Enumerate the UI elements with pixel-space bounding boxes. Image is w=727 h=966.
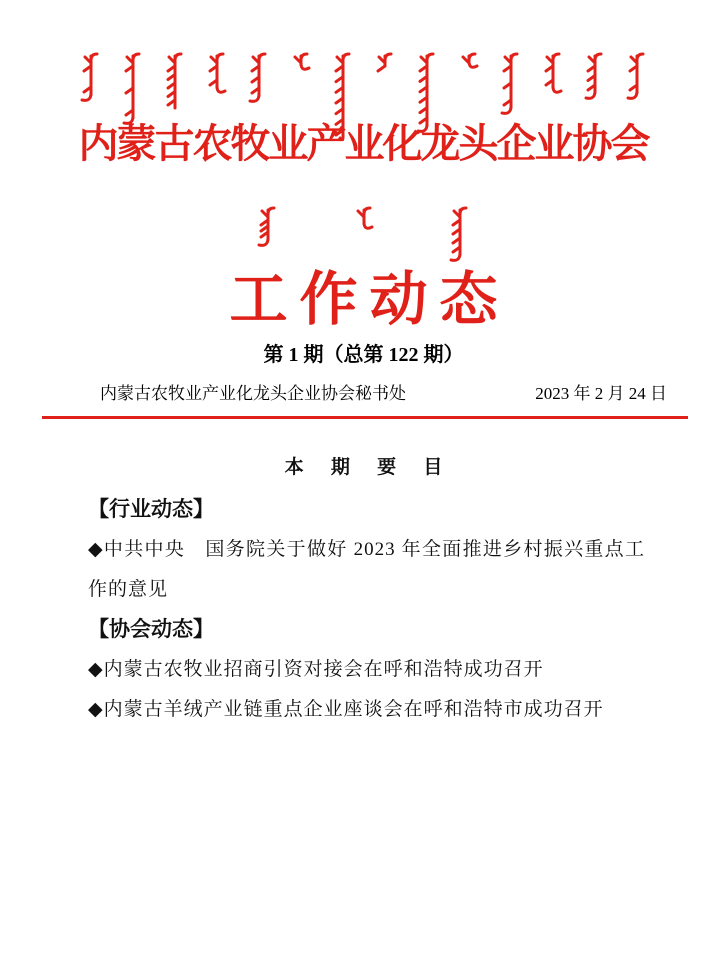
mongolian-word-glyph — [352, 206, 376, 238]
mongolian-word-glyph — [79, 52, 103, 109]
organization-title: 内蒙古农牧业产业化龙头企业协会 — [78, 121, 649, 166]
mongolian-word-glyph — [457, 52, 481, 77]
contents-list — [88, 490, 645, 730]
mongolian-word-glyph — [205, 52, 229, 102]
divider-rule — [42, 416, 688, 419]
mongolian-word-glyph — [541, 52, 565, 102]
toc-item: ◆中共中央 国务院关于做好 2023 年全面推进乡村振兴重点工作的意见 — [88, 539, 645, 600]
mongolian-word-glyph — [583, 52, 607, 107]
mongolian-word-glyph — [625, 52, 649, 107]
contents-heading: 本 期 要 目 — [284, 457, 454, 478]
mongolian-word-glyph — [247, 52, 271, 110]
mongolian-word-glyph — [289, 52, 313, 79]
mongolian-word-glyph — [373, 52, 397, 79]
toc-item: ◆内蒙古羊绒产业链重点企业座谈会在呼和浩特市成功召开 — [88, 699, 604, 720]
issue-number-line: 第 1 期（总第 122 期） — [263, 344, 464, 366]
mongolian-word-glyph — [256, 206, 280, 254]
section-title-industry-news: 【行业动态】 — [88, 498, 214, 521]
publish-date: 2023 年 2 月 24 日 — [535, 384, 667, 403]
toc-item: ◆内蒙古农牧业招商引资对接会在呼和浩特成功召开 — [88, 659, 544, 680]
section-title-association-news: 【协会动态】 — [88, 618, 214, 641]
bulletin-title: 工作动态 — [229, 267, 510, 332]
publisher-line — [100, 379, 667, 404]
mongolian-word-glyph — [499, 52, 523, 122]
publisher-name: 内蒙古农牧业产业化龙头企业协会秘书处 — [100, 384, 406, 403]
mongolian-word-glyph — [163, 52, 187, 122]
